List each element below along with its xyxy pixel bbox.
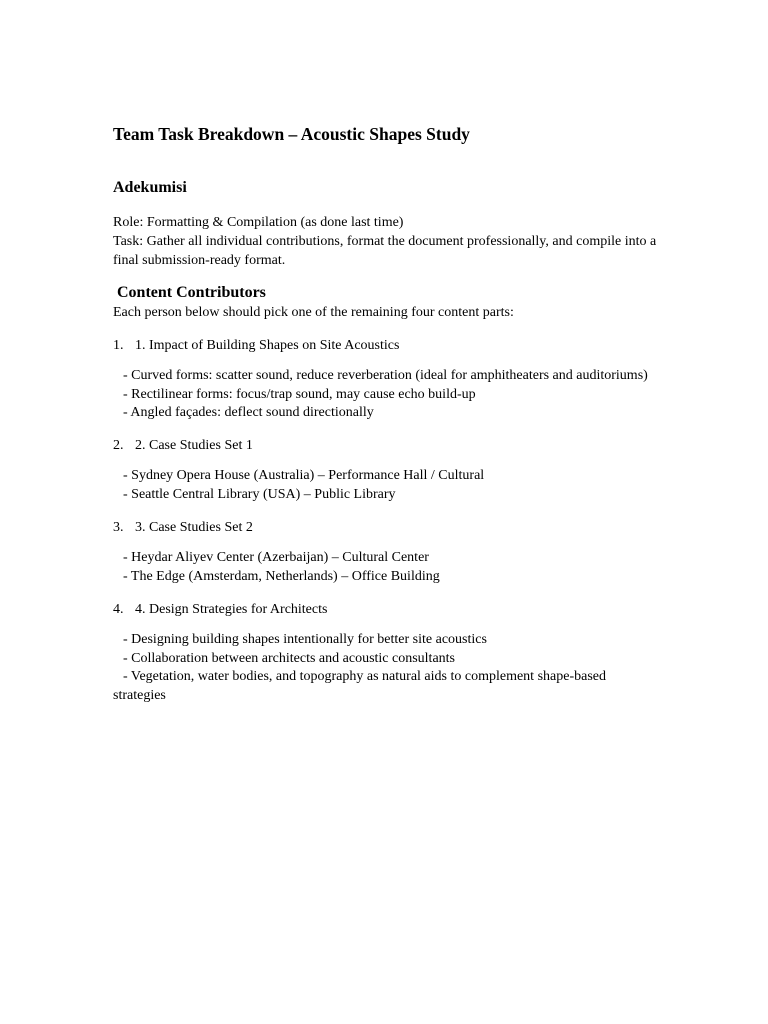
list-item: - Curved forms: scatter sound, reduce reverberation (ideal for amphitheaters and auditoriums) xyxy=(123,368,648,383)
task-line: Task: Gather all individual contributions, format the document professionally, and compile into a final submission-ready format. xyxy=(113,234,657,268)
list-number: 4. xyxy=(113,602,124,617)
person-heading: Adekumisi xyxy=(113,179,187,196)
list-item: - The Edge (Amsterdam, Netherlands) – Office Building xyxy=(123,568,440,584)
bullet-list xyxy=(113,467,658,504)
list-item: - Seattle Central Library (USA) – Public Library xyxy=(123,486,396,502)
list-item: - Designing building shapes intentionally for better site acoustics xyxy=(123,632,487,647)
document-title: Team Task Breakdown – Acoustic Shapes Study xyxy=(113,124,470,144)
section-title: 2. Case Studies Set 1 xyxy=(135,438,253,453)
list-item: - Sydney Opera House (Australia) – Performance Hall / Cultural xyxy=(123,468,485,483)
bullet-list xyxy=(113,631,658,705)
role-line: Role: Formatting & Compilation (as done last time) xyxy=(113,215,404,230)
list-number: 1. xyxy=(113,338,124,353)
section-heading xyxy=(113,436,658,455)
section-heading xyxy=(113,518,658,537)
section-1 xyxy=(113,336,658,423)
list-item: - Angled façades: deflect sound directionally xyxy=(123,405,374,420)
content-contributors-heading: Content Contributors xyxy=(117,284,266,301)
section-heading xyxy=(113,336,658,355)
section-title: 1. Impact of Building Shapes on Site Acoustics xyxy=(135,338,400,353)
section-2 xyxy=(113,436,658,504)
list-number: 2. xyxy=(113,438,124,453)
section-title: 3. Case Studies Set 2 xyxy=(135,520,253,535)
section-title: 4. Design Strategies for Architects xyxy=(135,602,328,617)
section-4 xyxy=(113,600,658,705)
list-number: 3. xyxy=(113,520,124,535)
section-heading xyxy=(113,600,658,619)
intro-text: Each person below should pick one of the remaining four content parts: xyxy=(113,305,514,320)
role-block xyxy=(113,213,658,270)
list-item: - Heydar Aliyev Center (Azerbaijan) – Cultural Center xyxy=(123,550,429,565)
list-item: - Rectilinear forms: focus/trap sound, may cause echo build-up xyxy=(123,386,476,402)
list-item: - Collaboration between architects and acoustic consultants xyxy=(123,650,456,666)
bullet-list xyxy=(113,549,658,586)
list-item: - Vegetation, water bodies, and topography as natural aids to complement shape-based strategies xyxy=(113,669,606,703)
section-3 xyxy=(113,518,658,586)
bullet-list xyxy=(113,367,658,423)
